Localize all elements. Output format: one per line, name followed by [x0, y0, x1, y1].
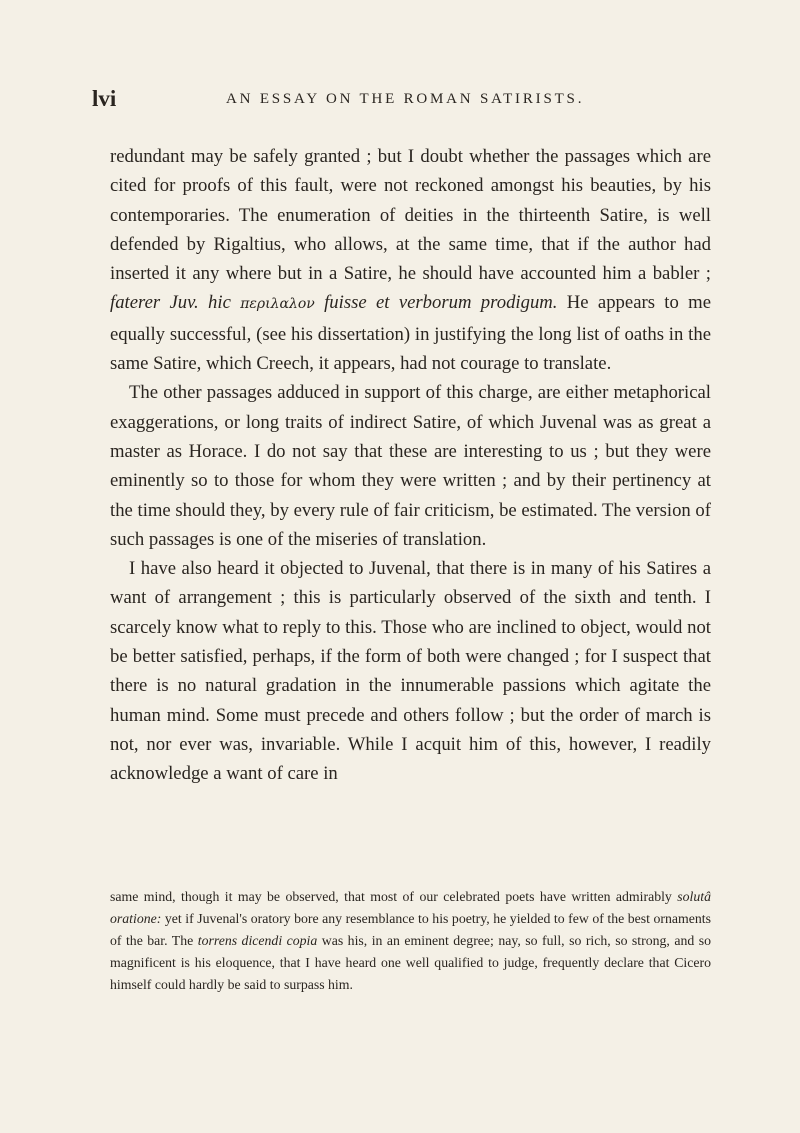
footnote-italic-2: torrens dicendi copia [197, 933, 318, 948]
footnote [110, 886, 711, 996]
main-text [110, 142, 711, 789]
running-head: AN ESSAY ON THE ROMAN SATIRISTS. [226, 91, 585, 107]
greek-word: περιλαλον [240, 296, 315, 313]
page-header [92, 86, 712, 116]
paragraph-1-text-end: He appears to me equally successful, (see his dissertation) in justifying the long list of oaths in the same Satire, which Creech, it appears, had not courage to translate. [110, 292, 711, 375]
paragraph-2: The other passages adduced in support of this charge, are either metaphorical exaggerations, or long traits of indirect Satire, of which Juvenal was as great a master as Horace. I do not say that these are interesting to us ; but they were eminently so to those for whom they were written ; and by their pertinency at the time should they, by every rule of fair criticism, be estimated. The version of such passages is one of the miseries of translation. [110, 382, 711, 550]
footnote-part-1: same mind, though it may be observed, that most of our celebrated poets have written admirably [110, 889, 678, 904]
page-number: lvi [92, 86, 117, 111]
footnote-italic-1: solutâ oratione: [110, 889, 711, 926]
paragraph-3: I have also heard it objected to Juvenal, that there is in many of his Satires a want of arrangement ; this is particularly observed of the sixth and tenth. I scarcely know what to reply to this. Those who are inclined to object, would not be better satisfied, perhaps, if the form of both were changed ; for I suspect that there is no natural gradation in the innumerable passions which agitate the human mind. Some must precede and others follow ; but the order of march is not, nor ever was, invariable. While I acquit him of this, however, I readily acknowledge a want of care in [110, 558, 711, 785]
italic-quote-1: faterer Juv. hic [110, 292, 231, 314]
footnote-part-2: yet if Juvenal's oratory bore any resemblance to his poetry, he yielded to few of the best ornaments of the bar. The [110, 911, 711, 948]
footnote-part-3: was his, in an eminent degree; nay, so full, so rich, so strong, and so magnificent is his eloquence, that I have heard one well qualified to judge, frequently declare that Cicero himself could hardly be said to surpass him. [110, 933, 711, 992]
paragraph-1 [110, 142, 711, 378]
footnote-text [110, 886, 711, 996]
italic-quote-2: fuisse et verborum prodigum. [324, 292, 558, 314]
paragraph-1-text: redundant may be safely granted ; but I doubt whether the passages which are cited for proofs of this fault, were not reckoned amongst his beauties, by his contemporaries. The enumeration of deities in the thirteenth Satire, is well defended by Rigaltius, who allows, at the same time, that if the author had inserted it any where but in a Satire, he should have accounted him a babler ; [110, 146, 711, 285]
